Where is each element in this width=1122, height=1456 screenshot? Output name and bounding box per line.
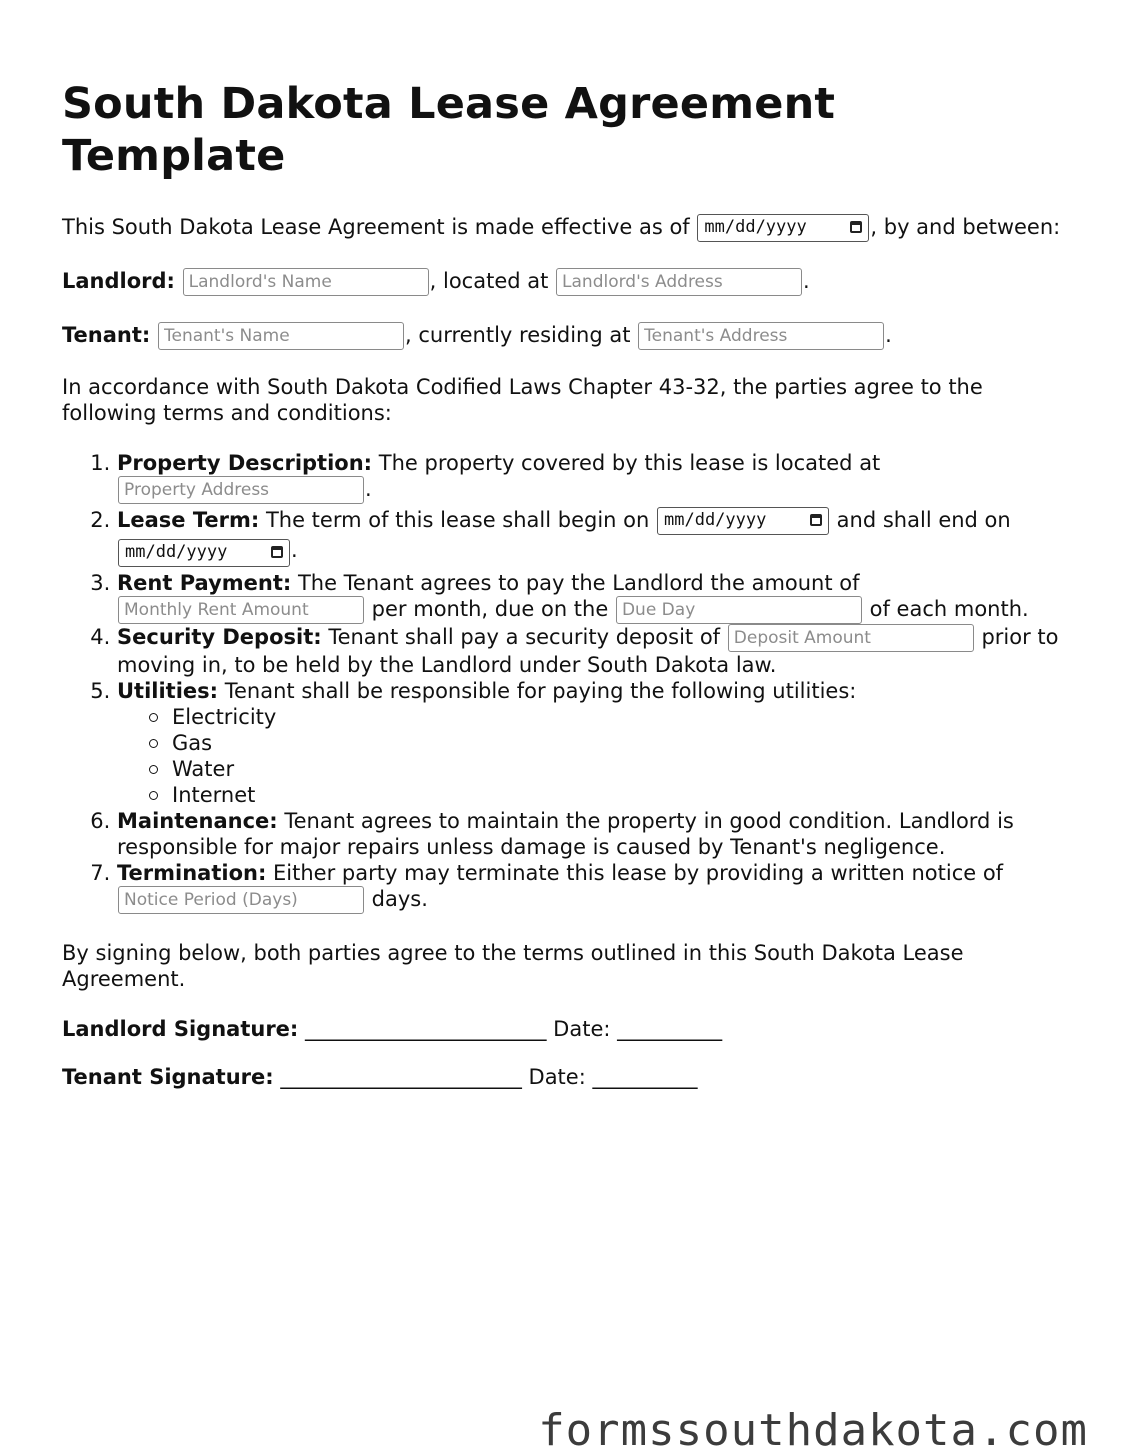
term-termination — [117, 860, 1062, 914]
landlord-signature-line — [62, 1016, 1062, 1042]
tenant-residing-text: , currently residing at — [404, 323, 638, 347]
site-watermark: formssouthdakota.com — [538, 1405, 1088, 1456]
page-title: South Dakota Lease Agreement Template — [62, 79, 836, 181]
deposit-amount-input[interactable] — [728, 624, 974, 652]
term-rent-mid: per month, due on the — [365, 597, 615, 621]
intro-paragraph — [62, 214, 1062, 242]
term-deposit-label: Security Deposit: — [117, 625, 322, 649]
tenant-signature-label: Tenant Signature: — [62, 1065, 274, 1089]
landlord-row — [62, 266, 1062, 296]
term-property — [117, 450, 1062, 504]
landlord-signature-blanks: _______________________ Date: __________ — [298, 1017, 723, 1041]
list-item: Gas — [172, 730, 1062, 756]
term-property-end: . — [365, 477, 372, 501]
notice-period-input[interactable] — [118, 886, 364, 914]
tenant-period: . — [885, 323, 892, 347]
term-property-label: Property Description: — [117, 451, 373, 475]
term-deposit — [117, 624, 1062, 678]
term-utilities — [117, 678, 1062, 808]
landlord-signature-label: Landlord Signature: — [62, 1017, 299, 1041]
landlord-address-input[interactable] — [556, 268, 802, 296]
landlord-located-text: , located at — [429, 269, 556, 293]
term-lease — [117, 507, 1062, 567]
term-rent-text: The Tenant agrees to pay the Landlord the amount of — [291, 571, 860, 595]
intro-text-end: , by and between: — [870, 215, 1061, 239]
term-deposit-text: Tenant shall pay a security deposit of — [321, 625, 727, 649]
term-lease-mid: and shall end on — [830, 508, 1011, 532]
term-property-text: The property covered by this lease is located at — [372, 451, 881, 475]
term-termination-label: Termination: — [117, 861, 267, 885]
tenant-label: Tenant: — [62, 323, 151, 347]
term-rent-label: Rent Payment: — [117, 571, 292, 595]
effective-date-input[interactable] — [697, 214, 869, 242]
landlord-period: . — [803, 269, 810, 293]
accordance-paragraph: In accordance with South Dakota Codified Laws Chapter 43-32, the parties agree to the following terms and conditions: — [62, 375, 983, 425]
lease-start-date-input[interactable] — [657, 507, 829, 535]
term-utilities-text: Tenant shall be responsible for paying the following utilities: — [218, 679, 857, 703]
property-address-input[interactable] — [118, 476, 364, 504]
term-lease-text: The term of this lease shall begin on — [259, 508, 656, 532]
term-rent — [117, 570, 1062, 624]
calendar-icon[interactable] — [271, 546, 283, 558]
tenant-address-input[interactable] — [638, 322, 884, 350]
landlord-label: Landlord: — [62, 269, 175, 293]
term-lease-label: Lease Term: — [117, 508, 260, 532]
list-item: Water — [172, 756, 1062, 782]
lease-end-date-input[interactable] — [118, 539, 290, 567]
lease-end-date-value: mm/dd/yyyy — [125, 542, 228, 562]
term-maintenance — [117, 808, 1062, 860]
terms-list — [62, 450, 1062, 914]
closing-paragraph: By signing below, both parties agree to the terms outlined in this South Dakota Lease Agreement. — [62, 941, 964, 991]
lease-start-date-value: mm/dd/yyyy — [664, 510, 767, 530]
list-item: Internet — [172, 782, 1062, 808]
tenant-row — [62, 320, 1062, 350]
calendar-icon[interactable] — [810, 514, 822, 526]
landlord-name-input[interactable] — [183, 268, 429, 296]
term-termination-text: Either party may terminate this lease by providing a written notice of — [266, 861, 1004, 885]
term-deposit-end: prior to moving in, to be held by the Landlord under South Dakota law. — [117, 625, 1059, 677]
monthly-rent-input[interactable] — [118, 596, 364, 624]
tenant-signature-line — [62, 1064, 1062, 1090]
term-utilities-label: Utilities: — [117, 679, 219, 703]
lease-document — [62, 78, 1062, 1112]
term-lease-end: . — [291, 538, 298, 562]
list-item: Electricity — [172, 704, 1062, 730]
effective-date-value: mm/dd/yyyy — [704, 217, 807, 237]
calendar-icon[interactable] — [850, 221, 862, 233]
intro-text: This South Dakota Lease Agreement is made effective as of — [62, 215, 697, 239]
term-termination-end: days. — [365, 887, 428, 911]
utilities-list — [117, 704, 1062, 808]
term-maintenance-label: Maintenance: — [117, 809, 278, 833]
tenant-signature-blanks: _______________________ Date: __________ — [273, 1065, 698, 1089]
tenant-name-input[interactable] — [158, 322, 404, 350]
due-day-input[interactable] — [616, 596, 862, 624]
term-rent-end: of each month. — [862, 597, 1029, 621]
term-maintenance-text: Tenant agrees to maintain the property in good condition. Landlord is responsible for major repairs unless damage is caused by Tenant's negligence. — [117, 809, 1014, 859]
